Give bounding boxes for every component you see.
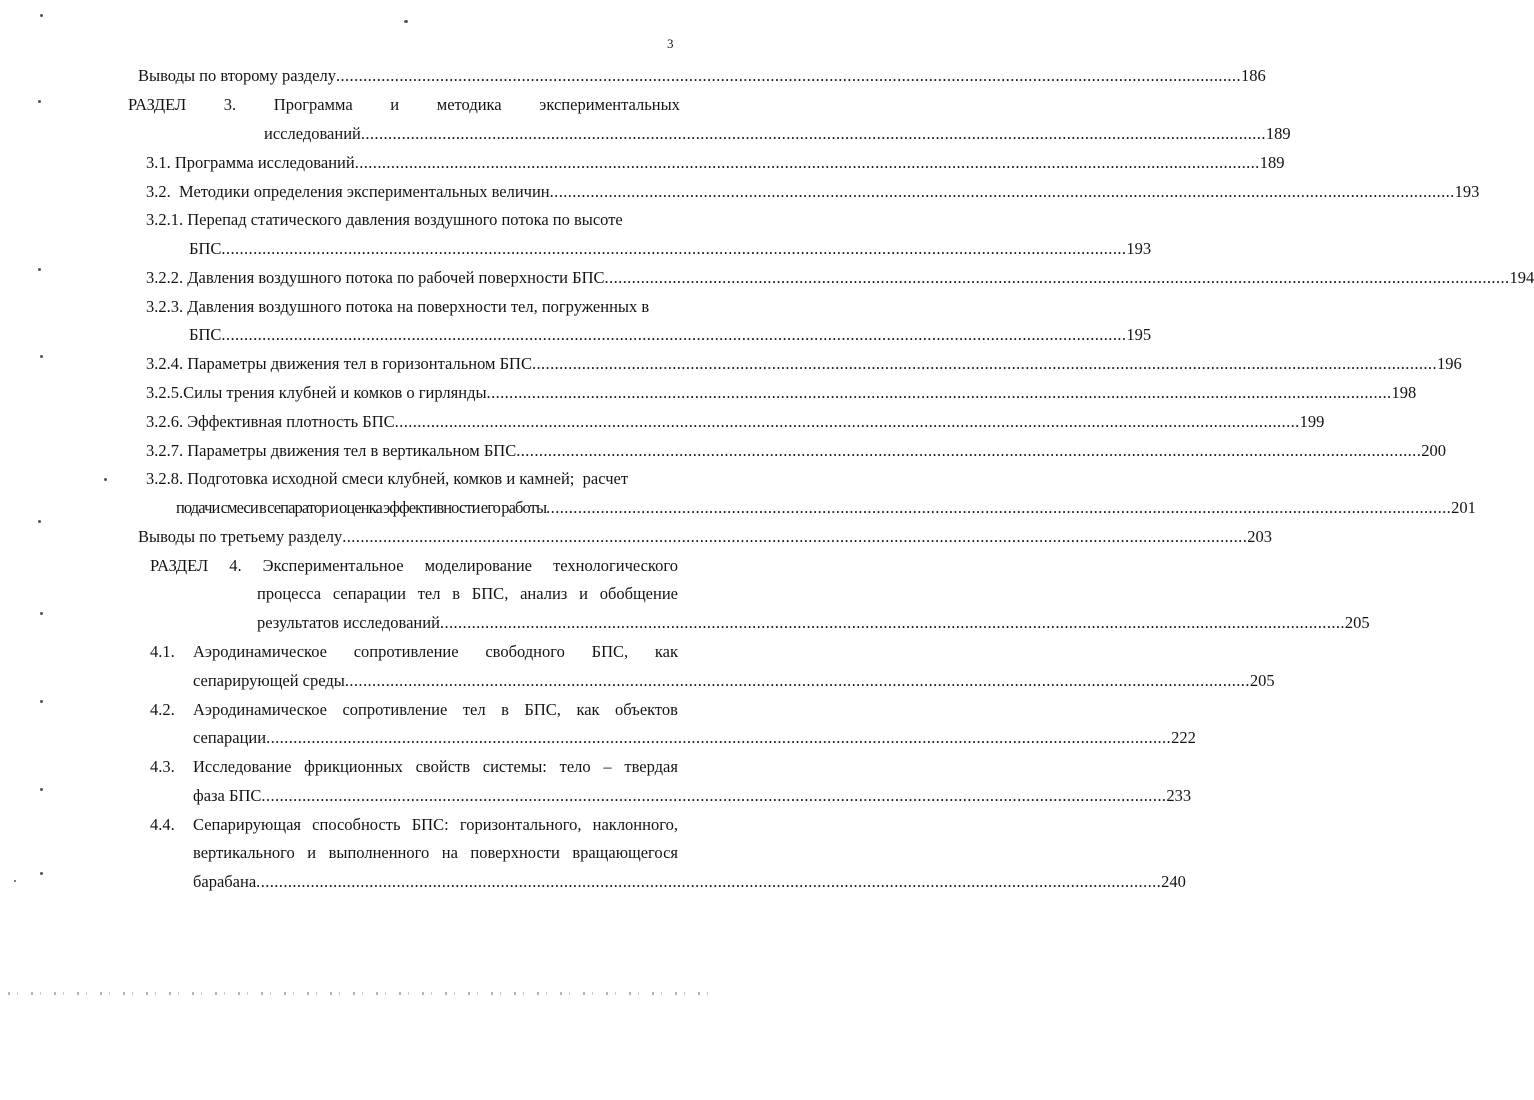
toc-entry-4-2-cont: сепарации ........................................................................................................................................................................................................ 222 [193,728,1196,747]
dot-leader: ........................................................................................................................................................................................................ [335,66,1241,85]
dot-leader: ........................................................................................................................................................................................................ [486,383,1392,402]
toc-word: БПС, [471,584,509,603]
toc-entry-4-1-number: 4.1. [150,642,175,661]
toc-word: как [576,700,600,719]
toc-entry-4-4-number: 4.4. [150,815,175,834]
toc-word: Аэродинамическое [193,642,327,661]
toc-word: обобщение [599,584,678,603]
toc-word: экспериментальных [539,95,680,114]
toc-entry-3-2-3-cont: БПС ........................................................................................................................................................................................................ 195 [189,325,1152,344]
toc-word: 3. [223,95,237,114]
toc-word: методика [436,95,502,114]
toc-entry-4-3 [193,757,678,777]
toc-entry-4-2-number: 4.2. [150,700,175,719]
scan-noise-strip [8,992,718,995]
scan-speck [38,100,41,103]
dot-leader: ........................................................................................................................................................................................................ [516,441,1422,460]
page-number: 3 [667,36,674,51]
toc-word: наклонного, [592,815,678,834]
toc-word: Сепарирующая [193,815,301,834]
toc-entry-3-2-8: 3.2.8. Подготовка исходной смеси клубней, комков и камней; расчет [146,469,629,488]
dot-leader: ........................................................................................................................................................................................................ [394,412,1300,431]
toc-word: РАЗДЕЛ [128,95,187,114]
toc-word: анализ [520,584,568,603]
dot-leader: ........................................................................................................................................................................................................ [531,354,1437,373]
dot-leader: ........................................................................................................................................................................................................ [266,728,1172,747]
toc-entry-4-4-line-2 [193,843,678,863]
toc-word: вертикального [193,843,295,862]
toc-word: тел [417,584,441,603]
toc-word: выполненного [328,843,430,862]
toc-word: БПС, [524,700,561,719]
toc-word: вращающегося [572,843,678,862]
toc-word: поверхности [470,843,560,862]
toc-word: системы: [482,757,547,776]
toc-section-4-heading [150,556,678,576]
dot-leader: ........................................................................................................................................................................................................ [604,268,1510,287]
toc-word: – [603,757,612,776]
scan-speck [38,520,41,523]
toc-entry-3-1: 3.1. Программа исследований ........................................................................................................................................................................................................ 189 [146,153,1285,172]
dot-leader: ........................................................................................................................................................................................................ [549,182,1455,201]
toc-entry-3-2-7: 3.2.7. Параметры движения тел в вертикальном БПС ........................................................................................................................................................................................................ 200 [146,441,1446,460]
toc-word: и [579,584,588,603]
toc-word: твердая [624,757,678,776]
toc-word: моделирование [424,556,532,575]
toc-word: Программа [273,95,353,114]
toc-word: сепарации [332,584,406,603]
toc-word: свойств [415,757,471,776]
toc-word: БПС, [591,642,629,661]
toc-word: сопротивление [353,642,459,661]
toc-entry-3-2-6: 3.2.6. Эффективная плотность БПС ........................................................................................................................................................................................................ 199 [146,412,1325,431]
toc-word: на [441,843,458,862]
toc-word: и [307,843,317,862]
toc-word: сопротивление [342,700,448,719]
toc-entry-section-4: результатов исследований ........................................................................................................................................................................................................ 205 [257,613,1370,632]
toc-entry-4-1-cont: сепарирующей среды ........................................................................................................................................................................................................ 205 [193,671,1275,690]
toc-word: тел [462,700,486,719]
toc-word: свободного [485,642,565,661]
toc-entry-section-3: исследований ........................................................................................................................................................................................................ 189 [264,124,1291,143]
dot-leader: ........................................................................................................................................................................................................ [261,786,1167,805]
toc-word: БПС: [411,815,449,834]
toc-entry-4-3-number: 4.3. [150,757,175,776]
scan-speck [40,700,43,703]
toc-word: технологического [553,556,678,575]
toc-entry-4-1 [193,642,678,662]
dot-leader: ........................................................................................................................................................................................................ [221,325,1127,344]
toc-word: тело [559,757,591,776]
toc-entry-conclusions-3: Выводы по третьему разделу ........................................................................................................................................................................................................ 203 [138,527,1272,546]
toc-word: и [390,95,400,114]
toc-entry-3-2-4: 3.2.4. Параметры движения тел в горизонтальном БПС ........................................................................................................................................................................................................ 196 [146,354,1462,373]
toc-word: Исследование [193,757,292,776]
toc-entry-4-4 [193,815,678,835]
toc-section-3-heading [128,95,680,115]
toc-word: процесса [257,584,322,603]
toc-entry-conclusions-2: Выводы по второму разделу ........................................................................................................................................................................................................ 186 [138,66,1266,85]
toc-entry-4-2 [193,700,678,720]
toc-word: РАЗДЕЛ [150,556,209,575]
toc-entry-3-2-3: 3.2.3. Давления воздушного потока на поверхности тел, погруженных в [146,297,650,316]
scan-speck [14,880,16,882]
toc-entry-3-2-8-cont: подачи смеси в сепаратор и оценка эффективности его работы ........................................................................................................................................................................................................ 201 [176,498,1476,517]
dot-leader: ........................................................................................................................................................................................................ [221,239,1127,258]
scan-speck [40,788,43,791]
scan-speck [404,20,408,23]
toc-word: в [501,700,509,719]
toc-entry-3-2-2: 3.2.2. Давления воздушного потока по рабочей поверхности БПС ........................................................................................................................................................................................................ 194 [146,268,1534,287]
scan-speck [38,268,41,271]
dot-leader: ........................................................................................................................................................................................................ [360,124,1266,143]
toc-word: как [654,642,678,661]
toc-section-4-heading-cont [257,584,678,604]
scan-speck [40,612,43,615]
toc-word: Аэродинамическое [193,700,327,719]
toc-word: способность [312,815,401,834]
dot-leader: ........................................................................................................................................................................................................ [342,527,1248,546]
dot-leader: ........................................................................................................................................................................................................ [354,153,1260,172]
scan-speck [40,14,43,17]
dot-leader: ........................................................................................................................................................................................................ [439,613,1345,632]
dot-leader: ........................................................................................................................................................................................................ [344,671,1250,690]
toc-word: фрикционных [304,757,403,776]
scan-speck [40,355,43,358]
toc-entry-3-2-1-cont: БПС ........................................................................................................................................................................................................ 193 [189,239,1152,258]
toc-word: Экспериментальное [262,556,404,575]
toc-word: в [452,584,461,603]
dot-leader: ........................................................................................................................................................................................................ [546,498,1452,517]
toc-word: горизонтального, [459,815,582,834]
scan-speck [40,872,43,875]
toc-entry-4-4-cont: барабана ........................................................................................................................................................................................................ 240 [193,872,1186,891]
dot-leader: ........................................................................................................................................................................................................ [256,872,1162,891]
toc-word: объектов [615,700,678,719]
toc-entry-3-2: 3.2. Методики определения экспериментальных величин ........................................................................................................................................................................................................ 193 [146,182,1480,201]
toc-word: 4. [229,556,242,575]
scan-speck [104,478,107,481]
toc-entry-3-2-1: 3.2.1. Перепад статического давления воздушного потока по высоте [146,210,623,229]
toc-entry-4-3-cont: фаза БПС ........................................................................................................................................................................................................ 233 [193,786,1192,805]
toc-entry-3-2-5: 3.2.5.Силы трения клубней и комков о гирлянды ........................................................................................................................................................................................................ 198 [146,383,1417,402]
